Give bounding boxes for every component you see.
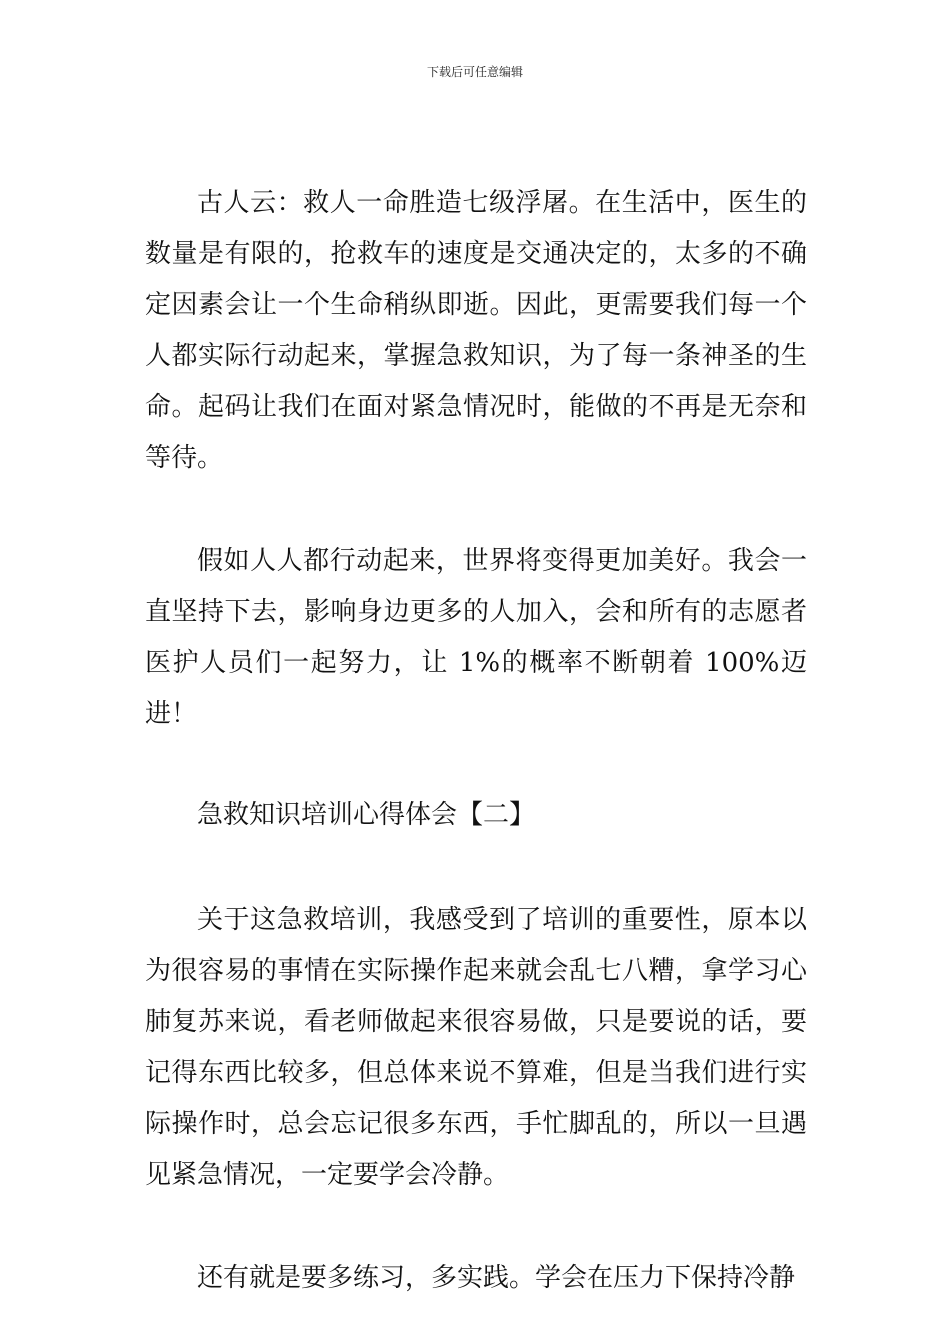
paragraph-action: 假如人人都行动起来，世界将变得更加美好。我会一直坚持下去，影响身边更多的人加入，会和所有的志愿者医护人员们一起努力，让 1%的概率不断朝着 100%迈进！ <box>145 546 807 729</box>
paragraph-spacer <box>145 740 807 790</box>
paragraph-spacer <box>145 484 807 536</box>
paragraph-spacer <box>145 1201 807 1253</box>
paragraph-spacer <box>145 841 807 895</box>
document-body <box>145 178 807 1304</box>
paragraph-practice: 还有就是要多练习，多实践。学会在压力下保持冷静 <box>197 1263 796 1293</box>
paragraph-intro: 古人云：救人一命胜造七级浮屠。在生活中，医生的数量是有限的，抢救车的速度是交通决定的，太多的不确定因素会让一个生命稍纵即逝。因此，更需要我们每一个人都实际行动起来，掌握急救知识，为了每一条神圣的生命。起码让我们在面对紧急情况时，能做的不再是无奈和等待。 <box>145 188 807 473</box>
paragraph-training: 关于这急救培训，我感受到了培训的重要性，原本以为很容易的事情在实际操作起来就会乱七八糟，拿学习心肺复苏来说，看老师做起来很容易做，只是要说的话，要记得东西比较多，但总体来说不算难，但是当我们进行实际操作时，总会忘记很多东西，手忙脚乱的，所以一旦遇见紧急情况，一定要学会冷静。 <box>145 905 807 1190</box>
page-header-note: 下载后可任意编辑 <box>426 65 523 79</box>
section-heading: 急救知识培训心得体会【二】 <box>197 800 536 830</box>
